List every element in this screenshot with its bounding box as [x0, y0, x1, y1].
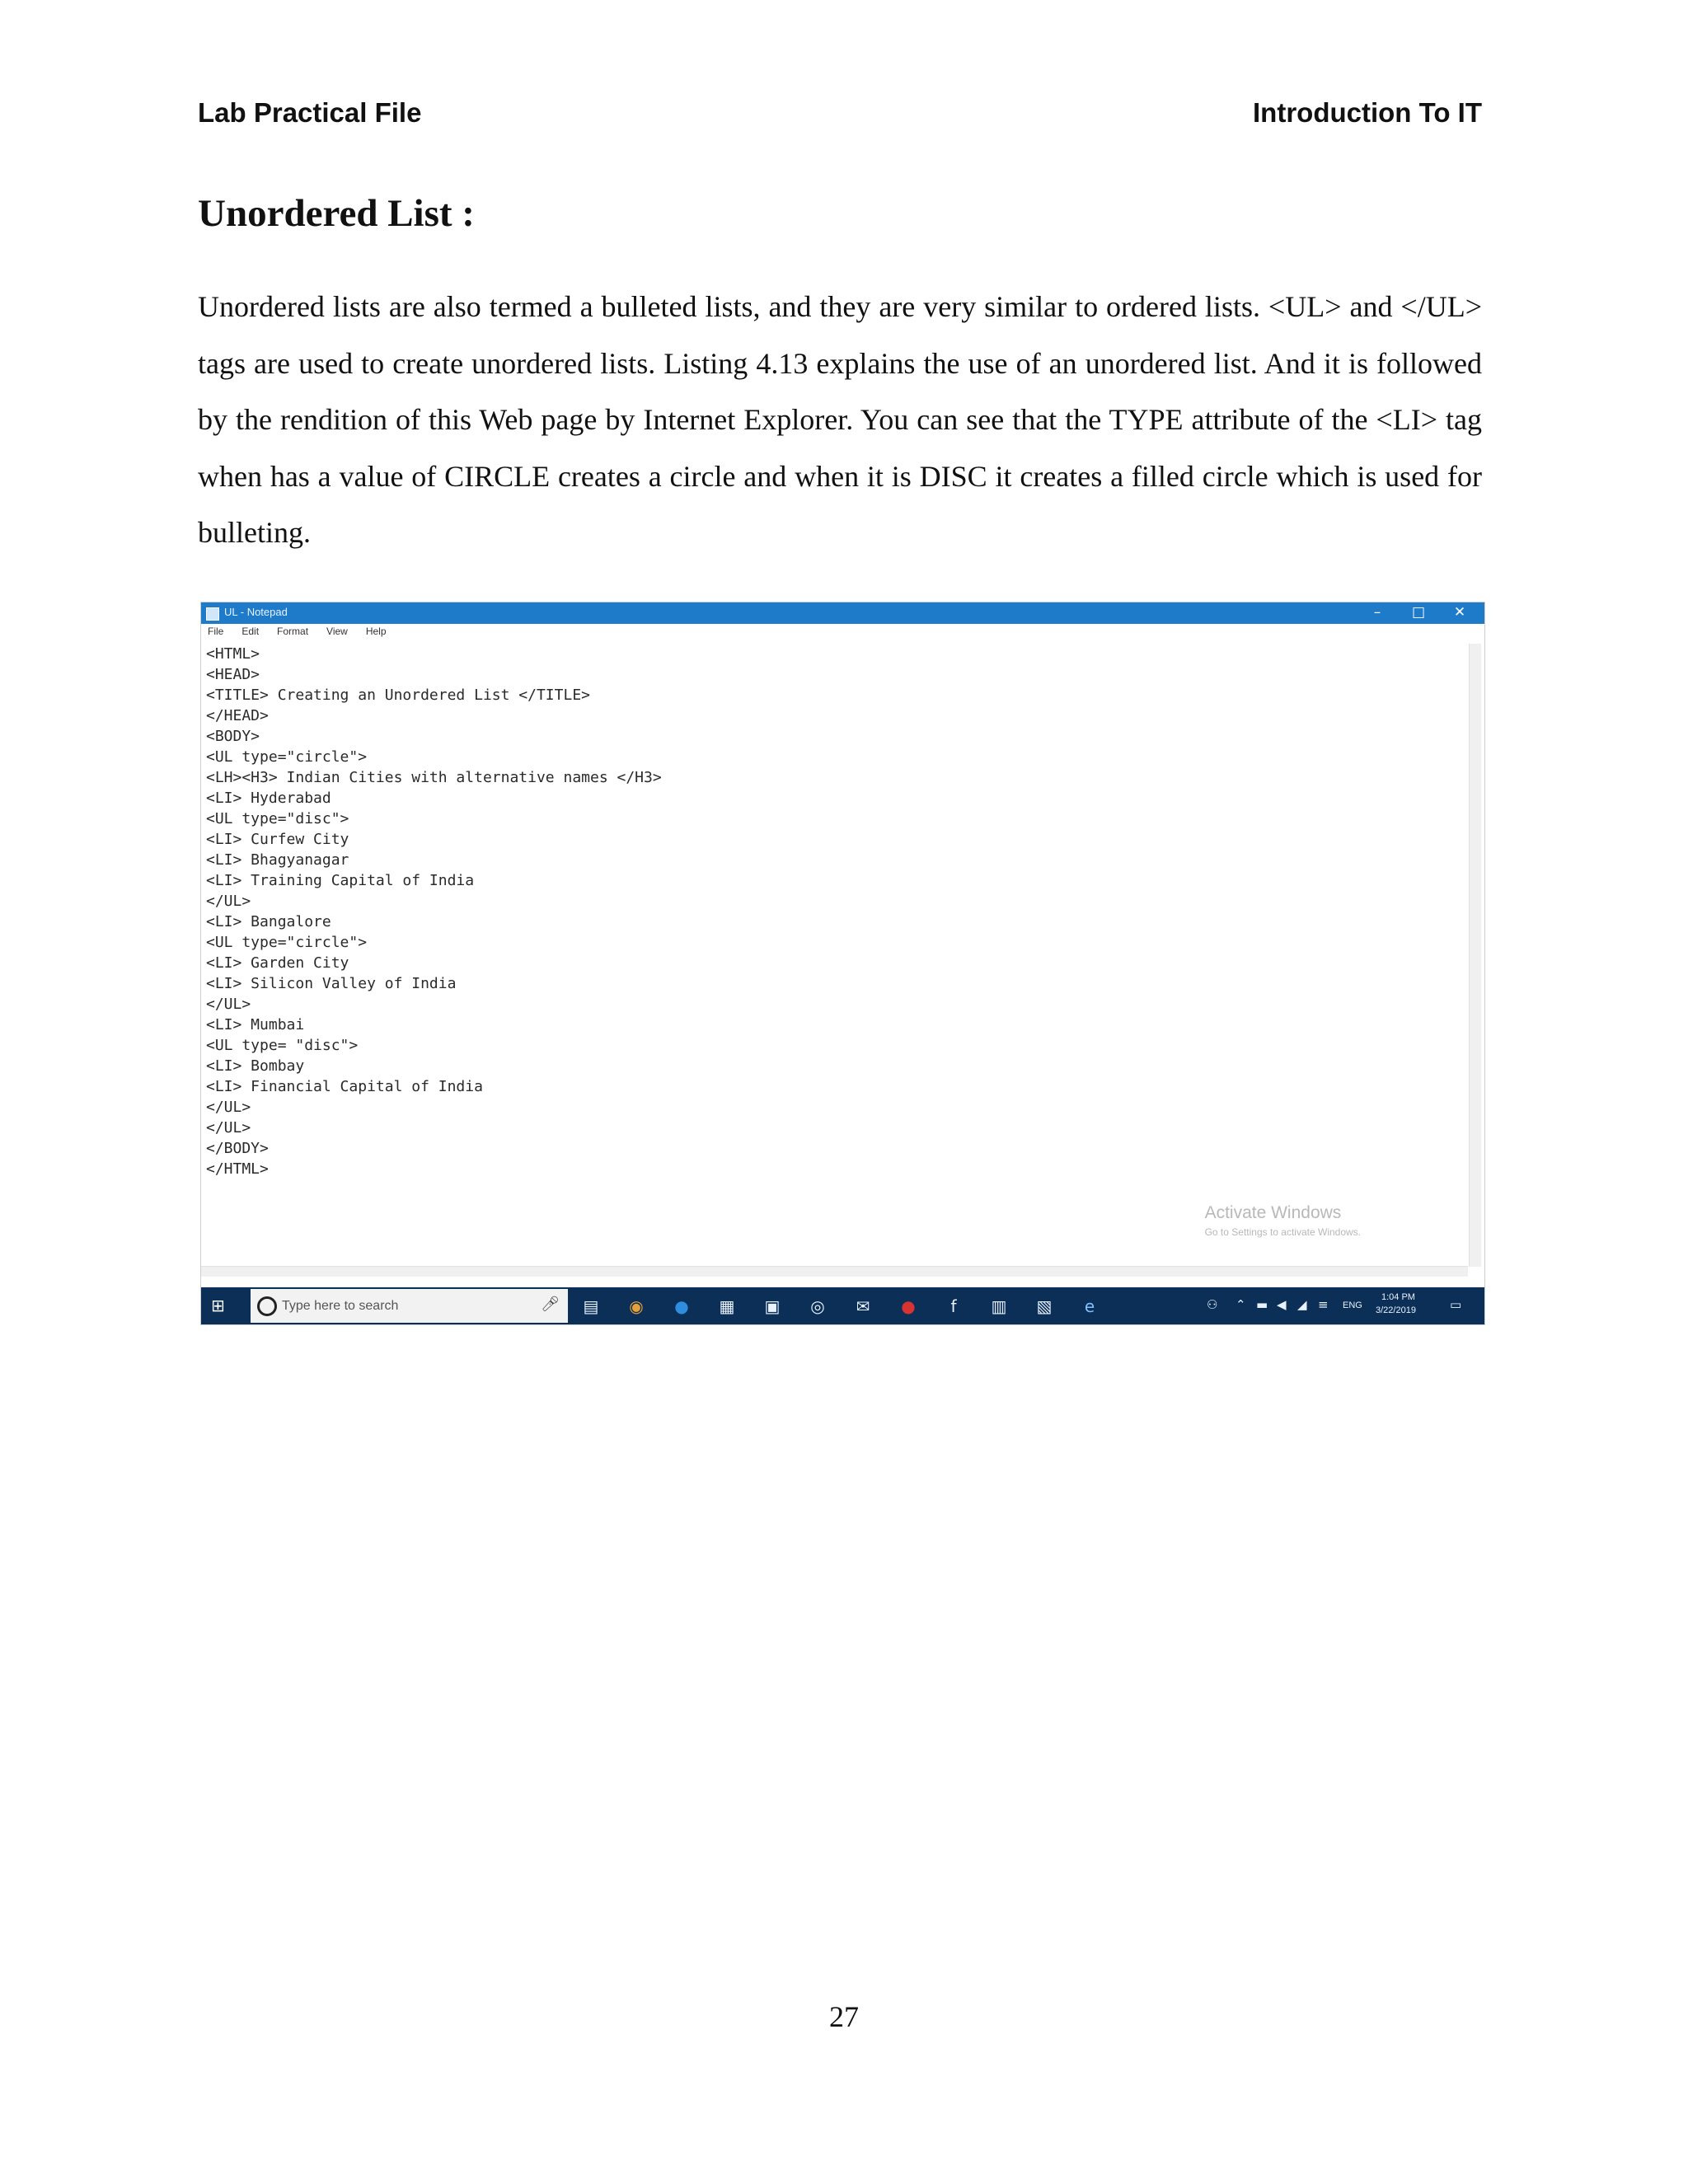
code-line: <HEAD> [206, 666, 260, 683]
notepad-icon[interactable]: ▥ [991, 1296, 1007, 1316]
code-line: </BODY> [206, 1140, 269, 1157]
code-line: </UL> [206, 1119, 251, 1137]
watermark-line1: Activate Windows [1204, 1203, 1342, 1222]
windows-start-icon[interactable]: ⊞ [211, 1296, 225, 1315]
horizontal-scrollbar[interactable] [201, 1266, 1468, 1277]
chevron-up-icon[interactable]: ⌃ [1236, 1297, 1246, 1312]
code-line: <UL type="circle"> [206, 934, 368, 951]
cortana-icon [257, 1296, 277, 1316]
code-line: </UL> [206, 893, 251, 910]
code-line: <LI> Silicon Valley of India [206, 975, 457, 992]
notification-icon[interactable]: ▭ [1450, 1297, 1462, 1312]
code-editor[interactable] [206, 644, 1466, 1267]
code-line: <HTML> [206, 645, 260, 663]
files-icon[interactable]: ▦ [719, 1296, 735, 1316]
store-icon[interactable]: ▣ [764, 1296, 781, 1316]
window-titlebar [201, 602, 1484, 624]
media-icon[interactable]: ▧ [1036, 1296, 1053, 1316]
menu-bar [206, 626, 388, 642]
people-icon[interactable]: ⚇ [1207, 1297, 1218, 1312]
code-line: <LI> Bombay [206, 1057, 305, 1075]
code-line: <BODY> [206, 728, 260, 745]
battery-icon[interactable]: ▬ [1256, 1297, 1268, 1312]
menu-file[interactable]: File [208, 626, 224, 637]
code-line: <LI> Financial Capital of India [206, 1078, 483, 1095]
search-placeholder: Type here to search [282, 1299, 399, 1313]
header-right-title: Introduction To IT [1253, 97, 1482, 128]
page-number: 27 [829, 2000, 859, 2033]
code-line: <LH><H3> Indian Cities with alternative names </H3> [206, 769, 662, 786]
body-paragraph: Unordered lists are also termed a bulleted lists, and they are very similar to ordered lists. <UL> and </UL> tags are used to create unordered lists. Listing 4.13 explains the use of an unordered list. And it is followed by the rendition of this Web page by Internet Explorer. You can see that the TYPE attribute of the <LI> tag when has a value of CIRCLE creates a circle and when it is DISC it creates a filled circle which is used for bulleting. [198, 290, 1482, 549]
page-header [198, 97, 1482, 138]
header-left-title: Lab Practical File [198, 97, 422, 128]
menu-format[interactable]: Format [277, 626, 309, 637]
facebook-icon[interactable]: f [950, 1296, 957, 1316]
menu-view[interactable]: View [326, 626, 348, 637]
input-icon[interactable]: ≡ [1318, 1297, 1329, 1312]
activate-windows-watermark [1205, 1203, 1361, 1238]
code-line: <LI> Garden City [206, 954, 349, 972]
menu-help[interactable]: Help [365, 626, 387, 637]
code-line: <LI> Mumbai [206, 1016, 305, 1033]
code-line: <LI> Bangalore [206, 913, 331, 930]
vertical-scrollbar[interactable] [1469, 644, 1481, 1267]
edge-blue-icon[interactable]: ● [674, 1296, 689, 1316]
settings-icon[interactable]: ◎ [810, 1296, 825, 1316]
code-line: </UL> [206, 1099, 251, 1116]
code-line: <UL type= "disc"> [206, 1037, 359, 1054]
code-line: <TITLE> Creating an Unordered List </TITLE> [206, 687, 590, 704]
mail-icon[interactable]: ✉ [856, 1296, 870, 1316]
microphone-icon[interactable]: 🎤︎ [541, 1296, 560, 1313]
opera-icon[interactable]: ● [901, 1296, 916, 1316]
code-line: <LI> Hyderabad [206, 790, 331, 807]
language-indicator[interactable]: ENG [1343, 1301, 1362, 1310]
internet-explorer-icon[interactable]: e [1084, 1296, 1095, 1316]
maximize-button[interactable]: □ [1411, 604, 1426, 621]
code-line: </UL> [206, 996, 251, 1013]
notepad-screenshot [200, 602, 1485, 1325]
code-line: <UL type="disc"> [206, 810, 349, 827]
window-title: UL - Notepad [224, 606, 288, 618]
watermark-line2: Go to Settings to activate Windows. [1204, 1226, 1361, 1238]
code-line: <LI> Training Capital of India [206, 872, 475, 889]
code-line: <UL type="circle"> [206, 748, 368, 766]
code-line: <LI> Bhagyanagar [206, 851, 349, 869]
close-button[interactable]: ✕ [1453, 604, 1466, 621]
menu-edit[interactable]: Edit [241, 626, 260, 637]
task-view-icon[interactable]: ▤ [583, 1296, 599, 1316]
code-line: </HEAD> [206, 707, 269, 724]
clock-time[interactable]: 1:04 PM [1381, 1292, 1415, 1302]
minimize-button[interactable]: – [1373, 604, 1381, 621]
taskbar [201, 1287, 1484, 1324]
taskbar-search[interactable] [251, 1289, 568, 1323]
chrome-icon[interactable]: ◉ [629, 1296, 644, 1316]
network-icon[interactable]: ◢ [1297, 1297, 1307, 1312]
code-line: </HTML> [206, 1160, 269, 1178]
volume-icon[interactable]: ◀ [1277, 1297, 1287, 1312]
code-line: <LI> Curfew City [206, 831, 349, 848]
notepad-app-icon [206, 607, 219, 621]
section-title: Unordered List : [198, 192, 475, 235]
clock-date[interactable]: 3/22/2019 [1376, 1305, 1416, 1315]
